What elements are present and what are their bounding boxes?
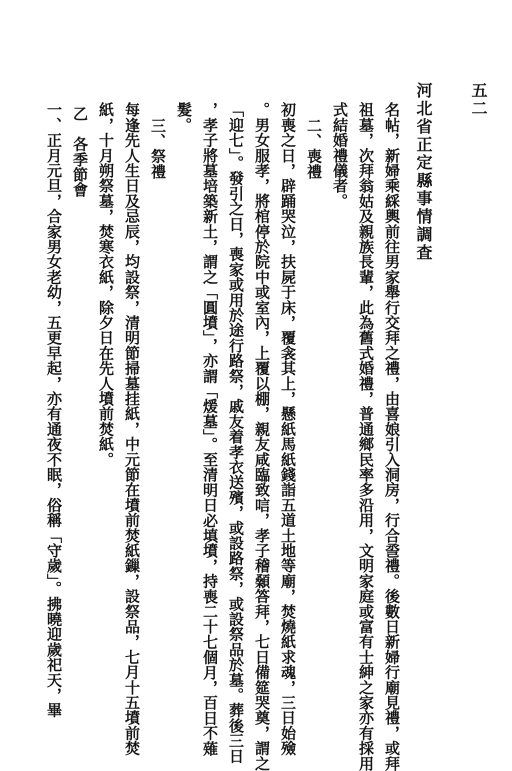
page-number: 五二 bbox=[469, 82, 488, 118]
page-header: 河北省正定縣事情調査 bbox=[414, 82, 433, 262]
text-column-3: 式結婚禮儀者。 bbox=[331, 102, 349, 209]
section-heading-seasonal: 乙 各季節會 bbox=[71, 106, 89, 198]
text-column-6: 。男女服孝，將棺停於院中或室內，上覆以棚，親友咸臨致唁，孝子稽顙答拜，七日備筵哭奠，謂之 bbox=[253, 102, 271, 771]
text-column-9: 髮。 bbox=[175, 102, 193, 133]
text-column-8: ，孝子將墓培築新土，謂之「圓墳」，亦謂「煖墓」。至清明日必填墳，持喪二十七個月，百日不薙 bbox=[201, 102, 219, 756]
text-column-12: 紙，十月朔祭墓，焚寒衣紙，除夕日在先人墳前焚紙。 bbox=[97, 102, 115, 467]
text-column-1: 名帖，新婦乘綵輿前往男家舉行交拜之禮，由喜娘引入洞房，行合巹禮。後數日新婦行廟見禮，或拜 bbox=[383, 102, 401, 771]
text-column-5: 初喪之日，辟踊哭泣，扶屍于床，覆衾其上，懸紙馬紙錢詣五道土地等廟，焚燒紙求魂，三日始殮 bbox=[279, 102, 297, 756]
section-heading-funeral: 二、喪禮 bbox=[305, 118, 323, 179]
text-column-2: 祖墓，次拜翁姑及親族長輩，此為舊式婚禮，普通鄉民率多沿用，文明家庭或富有士紳之家亦有採用 bbox=[357, 102, 375, 771]
section-heading-sacrifice: 三、祭禮 bbox=[149, 118, 167, 179]
text-column-14: 一、正月元旦，合家男女老幼，五更早起，亦有通夜不眠，俗稱「守歲」。拂曉迎歲祀天，畢 bbox=[45, 102, 63, 718]
text-column-11: 每逢先人生日及忌辰，均設祭，清明節掃墓挂紙，中元節在墳前焚紙鏁，設祭品，七月十五墳前焚 bbox=[123, 102, 141, 756]
text-column-7: 「迎七」。發引之日，喪家或用於途行路祭，戚友着孝衣送殯，或設路祭，或設祭品於墓。葬後三日 bbox=[227, 102, 245, 764]
